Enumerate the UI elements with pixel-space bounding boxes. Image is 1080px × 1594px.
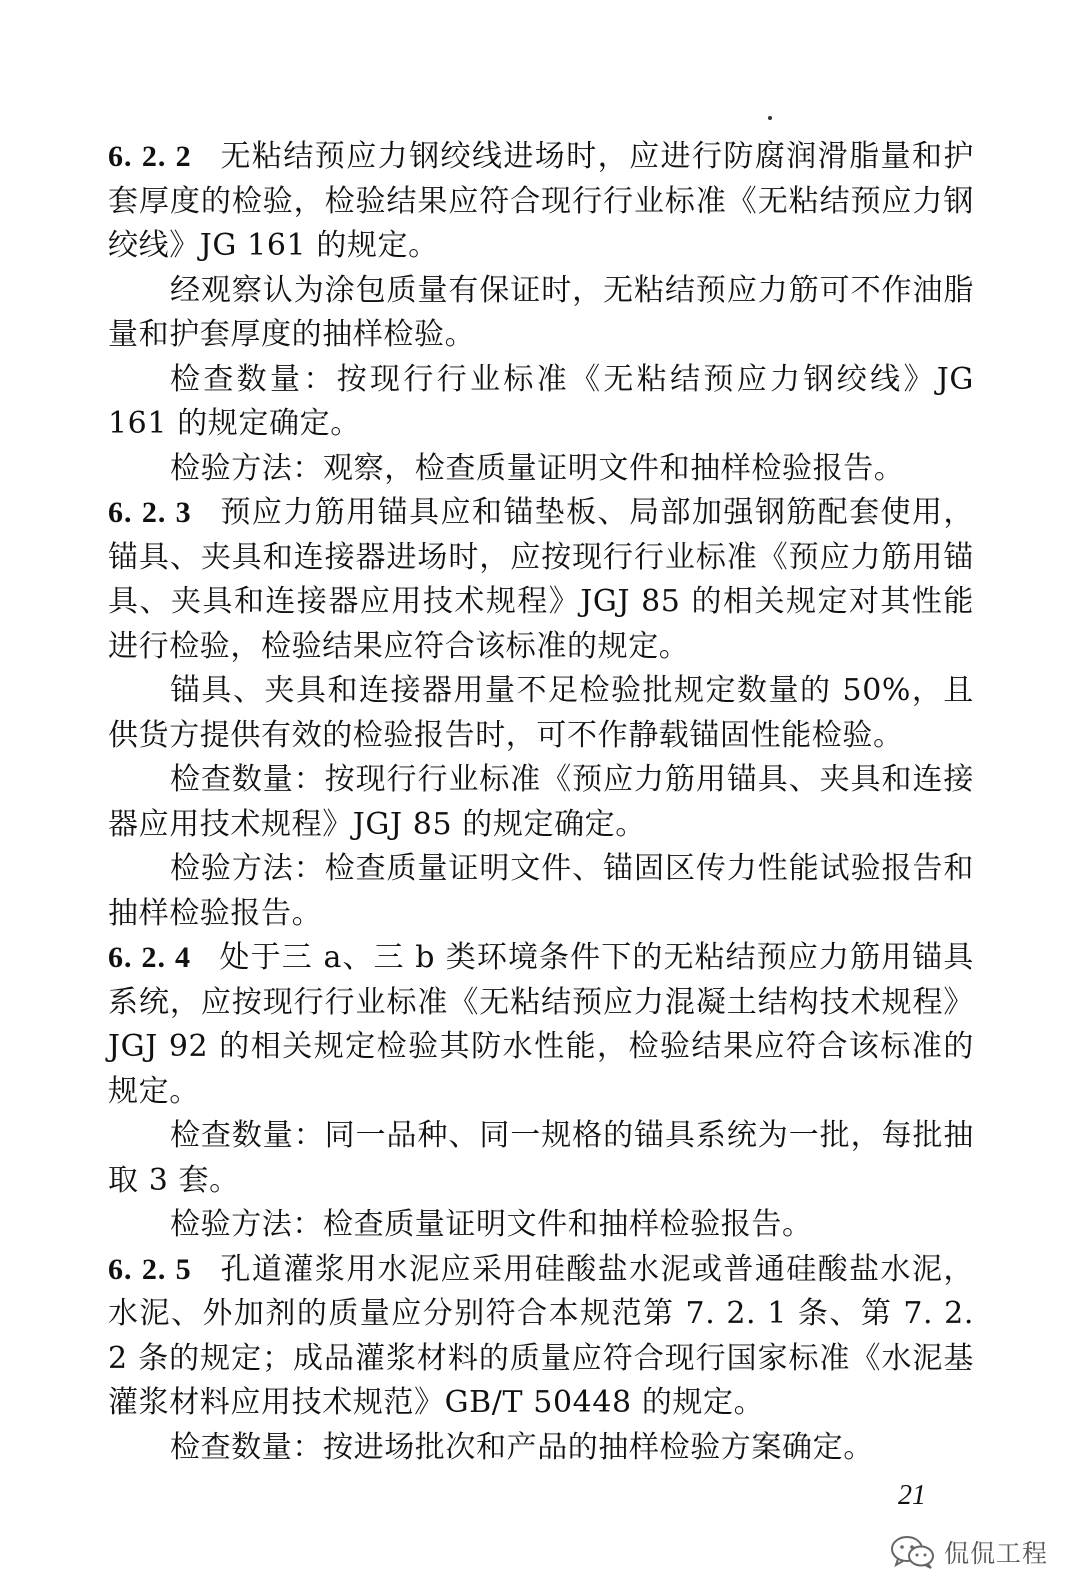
- inspection-method: 检验方法：观察，检查质量证明文件和抽样检验报告。: [170, 450, 905, 486]
- inspection-quantity: 检查数量：同一品种、同一规格的锚具系统为一批，每批抽取 3 套。: [108, 1118, 974, 1198]
- scan-speck: [768, 116, 772, 120]
- clause-6-2-2: [108, 135, 974, 269]
- clause-text: 预应力筋用锚具应和锚垫板、局部加强钢筋配套使用，锚具、夹具和连接器进场时，应按现行行业标准《预应力筋用锚具、夹具和连接器应用技术规程》JGJ 85 的相关规定对其性能进行检验，检验结果应符合该标准的规定。: [108, 495, 975, 664]
- paragraph: 锚具、夹具和连接器用量不足检验批规定数量的 50%，且供货方提供有效的检验报告时，可不作静载锚固性能检验。: [108, 673, 974, 753]
- clause-text: 孔道灌浆用水泥应采用硅酸盐水泥或普通硅酸盐水泥，水泥、外加剂的质量应分别符合本规范第 7. 2. 1 条、第 7. 2. 2 条的规定；成品灌浆材料的质量应符合现行国家标准《水泥基灌浆材料应用技术规范》GB/T 50448 的规定。: [108, 1251, 975, 1420]
- clause-number: 6. 2. 4: [108, 941, 192, 974]
- clause-number: 6. 2. 5: [108, 1252, 192, 1286]
- inspection-method: 检验方法：检查质量证明文件和抽样检验报告。: [170, 1207, 813, 1242]
- inspection-method: 检验方法：检查质量证明文件、锚固区传力性能试验报告和抽样检验报告。: [108, 851, 974, 931]
- inspection-quantity: 检查数量：按进场批次和产品的抽样检验方案确定。: [170, 1429, 874, 1465]
- clause-text: 处于三 a、三 b 类环境条件下的无粘结预应力筋用锚具系统，应按现行行业标准《无粘结预应力混凝土结构技术规程》JGJ 92 的相关规定检验其防水性能，检验结果应符合该标准的规定。: [108, 940, 974, 1109]
- body-text: [108, 135, 974, 1470]
- page-number: 21: [898, 1480, 926, 1511]
- clause-6-2-4: [108, 936, 974, 1114]
- clause-number: 6. 2. 3: [108, 496, 192, 529]
- watermark: [890, 1532, 1048, 1572]
- clause-number: 6. 2. 2: [108, 140, 192, 173]
- inspection-quantity: 检查数量：按现行行业标准《无粘结预应力钢绞线》JG 161 的规定确定。: [108, 361, 974, 441]
- inspection-quantity: 检查数量：按现行行业标准《预应力筋用锚具、夹具和连接器应用技术规程》JGJ 85 的规定确定。: [108, 762, 974, 842]
- clause-6-2-3: [108, 491, 974, 669]
- clause-6-2-5: [108, 1248, 974, 1426]
- clause-text: 无粘结预应力钢绞线进场时，应进行防腐润滑脂量和护套厚度的检验，检验结果应符合现行行业标准《无粘结预应力钢绞线》JG 161 的规定。: [108, 139, 975, 263]
- paragraph: 经观察认为涂包质量有保证时，无粘结预应力筋可不作油脂量和护套厚度的抽样检验。: [108, 272, 974, 352]
- wechat-icon: [890, 1535, 936, 1569]
- watermark-text: 侃侃工程: [944, 1539, 1049, 1568]
